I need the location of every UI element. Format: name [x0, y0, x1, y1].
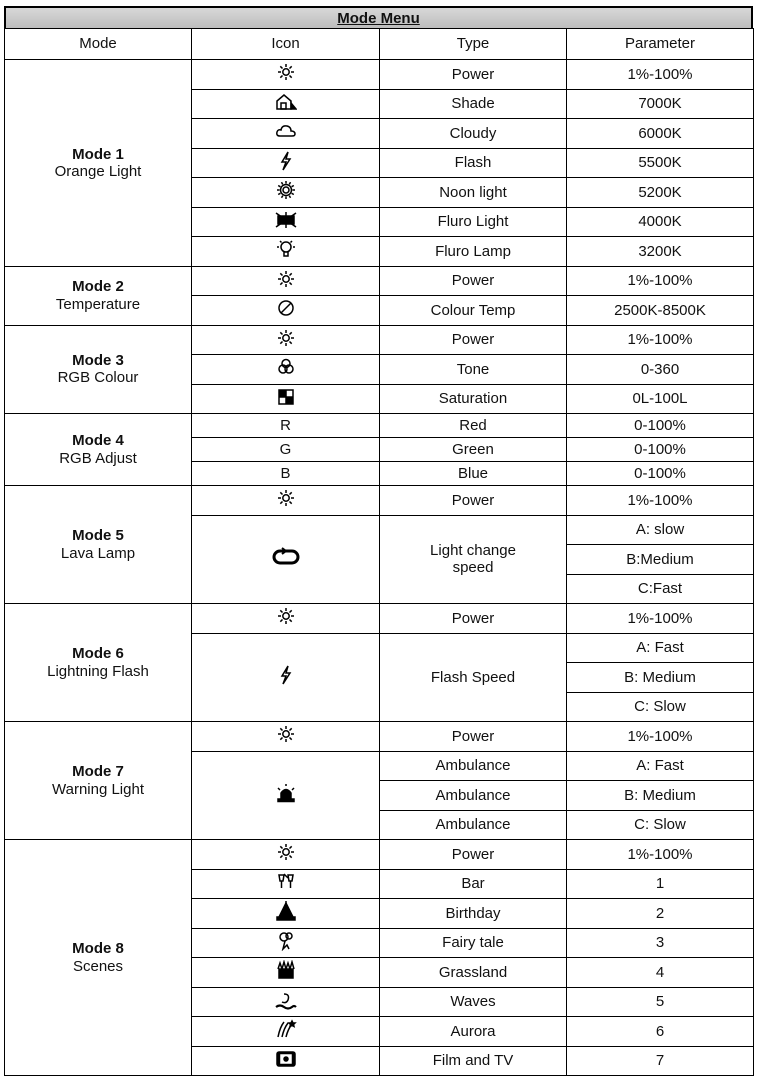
lightning-icon [275, 151, 297, 171]
mode-description: Temperature [55, 295, 141, 313]
parameter-cell: 1 [567, 869, 754, 899]
mode-cell [5, 266, 192, 325]
cheers-icon [275, 872, 297, 892]
icon-cell [192, 414, 380, 438]
rgb-circles-icon [275, 357, 297, 377]
type-cell: Ambulance [380, 810, 567, 840]
icon-cell [192, 751, 380, 840]
fairy-icon [275, 931, 297, 951]
icon-cell [192, 178, 380, 208]
mode-cell [5, 60, 192, 267]
type-cell: Bar [380, 869, 567, 899]
icon-cell [192, 119, 380, 149]
lightning-icon [275, 665, 297, 685]
icon-cell [192, 60, 380, 90]
sun-icon [275, 328, 297, 348]
icon-cell [192, 148, 380, 178]
parameter-cell: 4000K [567, 207, 754, 237]
icon-cell [192, 840, 380, 870]
header-icon: Icon [192, 29, 380, 60]
parameter-cell: 1%-100% [567, 266, 754, 296]
icon-cell [192, 633, 380, 722]
parameter-cell: 5 [567, 987, 754, 1017]
icon-cell [192, 89, 380, 119]
bulb-icon [275, 239, 297, 259]
siren-icon [275, 783, 297, 803]
parameter-cell: 0-100% [567, 414, 754, 438]
fluorescent-tube-icon [275, 210, 297, 230]
type-cell: Saturation [380, 384, 567, 414]
type-cell: Ambulance [380, 751, 567, 781]
mode-cell [5, 604, 192, 722]
page-title: Mode Menu [4, 6, 753, 28]
parameter-cell: 1%-100% [567, 604, 754, 634]
type-cell: Film and TV [380, 1046, 567, 1076]
channel-letter: B [280, 464, 291, 482]
parameter-cell: 6000K [567, 119, 754, 149]
type-cell: Waves [380, 987, 567, 1017]
table-row [5, 60, 754, 90]
grass-icon [275, 960, 297, 980]
header-row [5, 29, 754, 60]
type-cell: Cloudy [380, 119, 567, 149]
parameter-cell: 3200K [567, 237, 754, 267]
icon-cell [192, 722, 380, 752]
icon-cell [192, 296, 380, 326]
type-cell: Grassland [380, 958, 567, 988]
icon-cell [192, 515, 380, 604]
parameter-cell: 1%-100% [567, 722, 754, 752]
mode-name: Mode 5 [72, 527, 124, 545]
type-cell: Power [380, 325, 567, 355]
slashed-circle-icon [275, 298, 297, 318]
icon-cell [192, 958, 380, 988]
type-cell: Ambulance [380, 781, 567, 811]
type-cell: Flash [380, 148, 567, 178]
parameter-cell: 4 [567, 958, 754, 988]
type-cell: Fluro Light [380, 207, 567, 237]
type-cell: Birthday [380, 899, 567, 929]
type-cell: Colour Temp [380, 296, 567, 326]
icon-cell [192, 237, 380, 267]
parameter-cell: 5500K [567, 148, 754, 178]
mode-menu-table [4, 28, 754, 1076]
mode-name: Mode 8 [72, 940, 124, 958]
type-cell: Green [380, 438, 567, 462]
parameter-cell: 7000K [567, 89, 754, 119]
mode-description: RGB Adjust [59, 449, 137, 467]
table-row [5, 722, 754, 752]
type-cell: Blue [380, 462, 567, 486]
mode-description: Lava Lamp [60, 544, 136, 562]
film-icon [275, 1049, 297, 1069]
type-cell: Tone [380, 355, 567, 385]
mode-name: Mode 7 [72, 763, 124, 781]
icon-cell [192, 325, 380, 355]
parameter-cell: 0-100% [567, 462, 754, 486]
parameter-cell: 0-360 [567, 355, 754, 385]
parameter-cell: A: Fast [567, 633, 754, 663]
type-cell: Power [380, 266, 567, 296]
type-cell: Power [380, 486, 567, 516]
type-cell: Red [380, 414, 567, 438]
parameter-cell: 3 [567, 928, 754, 958]
sun-icon [275, 269, 297, 289]
header-mode: Mode [5, 29, 192, 60]
mode-name: Mode 1 [72, 145, 124, 163]
channel-letter: R [280, 416, 291, 434]
mode-description: Scenes [72, 957, 124, 975]
icon-cell [192, 355, 380, 385]
type-cell: Aurora [380, 1017, 567, 1047]
mode-cell [5, 414, 192, 486]
mode-cell [5, 722, 192, 840]
sun-icon [275, 488, 297, 508]
icon-cell [192, 987, 380, 1017]
parameter-cell: A: slow [567, 515, 754, 545]
type-cell: Power [380, 840, 567, 870]
table-row [5, 840, 754, 870]
noon-sun-icon [275, 180, 297, 200]
mode-description: Warning Light [52, 780, 144, 798]
parameter-cell: 2500K-8500K [567, 296, 754, 326]
mode-cell [5, 325, 192, 414]
icon-cell [192, 462, 380, 486]
type-cell: Power [380, 722, 567, 752]
mode-name: Mode 4 [72, 432, 124, 450]
house-shade-icon [275, 92, 297, 112]
icon-cell [192, 928, 380, 958]
icon-cell [192, 486, 380, 516]
sun-icon [275, 842, 297, 862]
sun-icon [275, 606, 297, 626]
parameter-cell: 1%-100% [567, 60, 754, 90]
loop-icon [271, 547, 301, 567]
mode-cell [5, 840, 192, 1076]
mode-name: Mode 6 [72, 645, 124, 663]
header-type: Type [380, 29, 567, 60]
parameter-cell: 2 [567, 899, 754, 929]
type-cell: Fairy tale [380, 928, 567, 958]
parameter-cell: B:Medium [567, 545, 754, 575]
cloud-icon [275, 121, 297, 141]
table-row [5, 414, 754, 438]
mode-description: Lightning Flash [47, 662, 149, 680]
parameter-cell: 6 [567, 1017, 754, 1047]
parameter-cell: C: Slow [567, 810, 754, 840]
parameter-cell: 7 [567, 1046, 754, 1076]
parameter-cell: 1%-100% [567, 840, 754, 870]
type-cell: Flash Speed [380, 633, 567, 722]
type-cell: Power [380, 60, 567, 90]
parameter-cell: C: Slow [567, 692, 754, 722]
type-cell: Noon light [380, 178, 567, 208]
type-cell: Fluro Lamp [380, 237, 567, 267]
cake-icon [275, 901, 297, 921]
icon-cell [192, 899, 380, 929]
table-row [5, 325, 754, 355]
table-row [5, 604, 754, 634]
table-row [5, 486, 754, 516]
header-parameter: Parameter [567, 29, 754, 60]
saturation-grid-icon [275, 387, 297, 407]
mode-menu-document [4, 6, 753, 1076]
mode-cell [5, 486, 192, 604]
waves-icon [275, 990, 297, 1010]
icon-cell [192, 384, 380, 414]
parameter-cell: C:Fast [567, 574, 754, 604]
type-cell: Power [380, 604, 567, 634]
type-cell: Shade [380, 89, 567, 119]
icon-cell [192, 604, 380, 634]
mode-name: Mode 2 [72, 278, 124, 296]
mode-name: Mode 3 [72, 352, 124, 369]
parameter-cell: 0-100% [567, 438, 754, 462]
parameter-cell: 1%-100% [567, 325, 754, 355]
sun-icon [275, 62, 297, 82]
icon-cell [192, 207, 380, 237]
sun-icon [275, 724, 297, 744]
icon-cell [192, 869, 380, 899]
mode-description: RGB Colour [57, 369, 139, 387]
parameter-cell: 0L-100L [567, 384, 754, 414]
parameter-cell: 1%-100% [567, 486, 754, 516]
icon-cell [192, 266, 380, 296]
icon-cell [192, 438, 380, 462]
channel-letter: G [279, 440, 292, 458]
mode-description: Orange Light [54, 162, 142, 180]
parameter-cell: B: Medium [567, 781, 754, 811]
icon-cell [192, 1046, 380, 1076]
parameter-cell: A: Fast [567, 751, 754, 781]
type-cell: Light change speed [380, 515, 567, 604]
parameter-cell: 5200K [567, 178, 754, 208]
aurora-icon [275, 1019, 297, 1039]
table-row [5, 266, 754, 296]
parameter-cell: B: Medium [567, 663, 754, 693]
